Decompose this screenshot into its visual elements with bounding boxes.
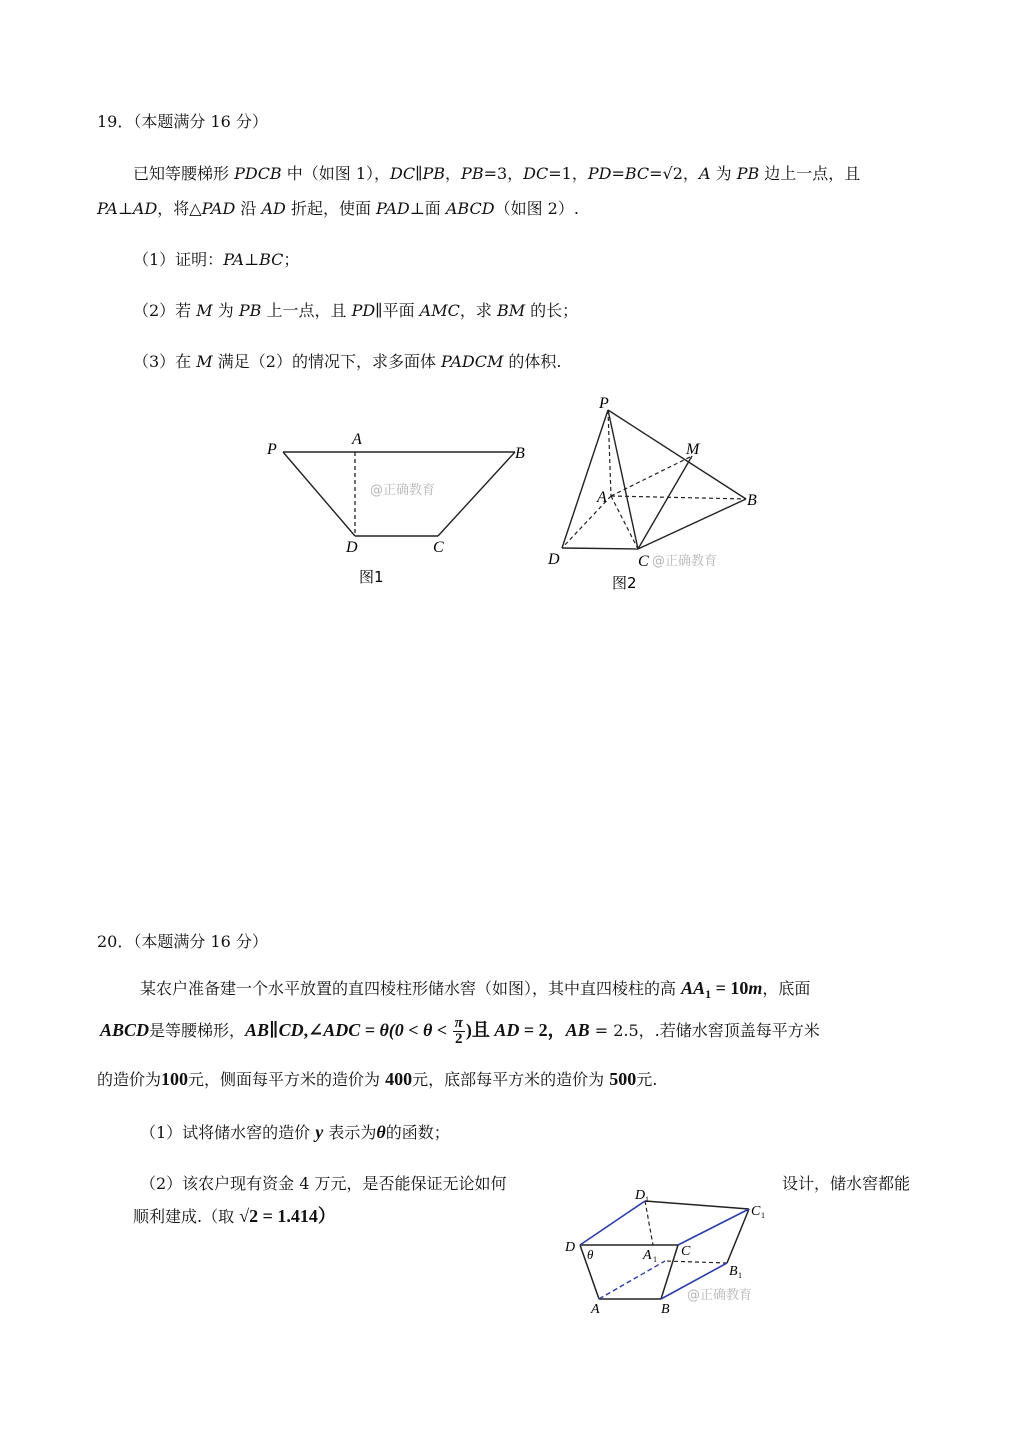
fig3-label-D1: D	[635, 1188, 646, 1203]
fig3-label-B: B	[661, 1302, 670, 1317]
fig2-edge-PD	[562, 410, 608, 548]
fig3-edge-AA1-dashed	[599, 1261, 665, 1299]
fig2-label-P: P	[599, 395, 609, 412]
q20-part2-line2: 顺利建成.（取 √2 = 1.414）	[133, 1206, 336, 1226]
fig1-edge-PD	[283, 452, 355, 536]
q19-part3: （3）在 M 满足（2）的情况下，求多面体 PADCM 的体积.	[133, 352, 562, 371]
q19-part1: （1）证明：PA⊥BC；	[133, 250, 300, 269]
q20-part1: （1）试将储水窖的造价 y 表示为θ的函数；	[140, 1122, 450, 1142]
q19-line2: PA⊥AD，将△PAD 沿 AD 折起，使面 PAD⊥面 ABCD（如图 2）.	[97, 199, 579, 218]
fig3-label-A: A	[591, 1302, 600, 1317]
fig3-edge-D1A1-dashed	[645, 1201, 653, 1245]
fig3-edge-DD1	[580, 1201, 645, 1245]
fig3-edge-C1B1	[727, 1209, 749, 1263]
fig1-edge-CB	[438, 452, 515, 536]
q20-part2-right: 设计，储水窖都能	[782, 1174, 911, 1193]
fig1-watermark: @正确教育	[370, 483, 436, 498]
q20-line2: ABCD是等腰梯形，AB∥CD,∠ADC = θ(0 < θ < $\frac{\pi}{2}$ )且 AD = 2，AB = 2.5，.若储水窖顶盖每平方米	[100, 1015, 820, 1047]
fig3-label-B1: B	[729, 1264, 738, 1279]
fig2-edge-CB	[638, 499, 746, 549]
fig3-label-C1-sub: 1	[761, 1211, 765, 1220]
q19-figure-2	[540, 392, 780, 602]
fig3-label-A1-sub: 1	[653, 1255, 657, 1264]
fig1-label-P: P	[267, 441, 277, 458]
fig2-label-B: B	[747, 492, 757, 509]
fig3-edge-CC1	[678, 1209, 749, 1245]
fig3-edge-D1C1	[645, 1201, 749, 1209]
fig3-watermark: @正确教育	[687, 1288, 753, 1303]
fig1-label-C: C	[433, 539, 444, 556]
q20-pi-over-2: $\frac{\pi}{2}$	[454, 1015, 463, 1047]
fig2-label-A: A	[597, 489, 607, 506]
fig3-label-theta: θ	[587, 1247, 594, 1262]
fig2-label-D: D	[548, 551, 560, 568]
fig1-caption: 图1	[359, 568, 384, 586]
fig2-label-C: C	[638, 553, 649, 570]
fig1-label-D: D	[346, 539, 358, 556]
fig3-label-A1: A	[643, 1248, 652, 1263]
fig2-edge-AC-dashed	[611, 496, 638, 549]
fig1-label-B: B	[515, 445, 525, 462]
fig3-label-D: D	[565, 1240, 576, 1255]
q20-part2-left: （2）该农户现有资金 4 万元，是否能保证无论如何	[140, 1174, 507, 1193]
q20-figure	[555, 1185, 785, 1320]
fig2-edge-AB-dashed	[611, 496, 746, 499]
fig2-edge-PC	[608, 410, 638, 549]
fig2-label-M: M	[686, 441, 700, 458]
fig3-label-C1: C	[751, 1204, 761, 1219]
q19-header: 19．（本题满分 16 分）	[97, 112, 268, 131]
fig3-label-B1-sub: 1	[738, 1271, 742, 1280]
q20-line3: 的造价为100元，侧面每平方米的造价为 400元，底部每平方米的造价为 500元.	[97, 1069, 658, 1089]
fig1-label-A: A	[352, 431, 362, 448]
fig2-edge-DC	[562, 548, 638, 549]
q19-figure-1	[255, 420, 545, 600]
fig3-edge-B1A1-dashed	[665, 1261, 727, 1263]
q20-line1: 某农户准备建一个水平放置的直四棱柱形储水窖（如图），其中直四棱柱的高 $AA_1 = 10m$，底面	[140, 978, 811, 1002]
q19-part2: （2）若 M 为 PB 上一点，且 PD∥平面 AMC，求 BM 的长；	[133, 301, 579, 320]
q19-line1: 已知等腰梯形 PDCB 中（如图 1），DC∥PB，PB=3，DC=1，PD=BC=√2，A 为 PB 边上一点，且	[133, 164, 861, 183]
fig3-label-D1-sub: 1	[645, 1195, 649, 1204]
q20-header: 20．（本题满分 16 分）	[97, 932, 268, 951]
fig3-label-C: C	[681, 1244, 691, 1259]
fig2-edge-PB	[608, 410, 746, 499]
fig2-watermark: @正确教育	[652, 554, 718, 569]
fig2-caption: 图2	[612, 574, 637, 592]
